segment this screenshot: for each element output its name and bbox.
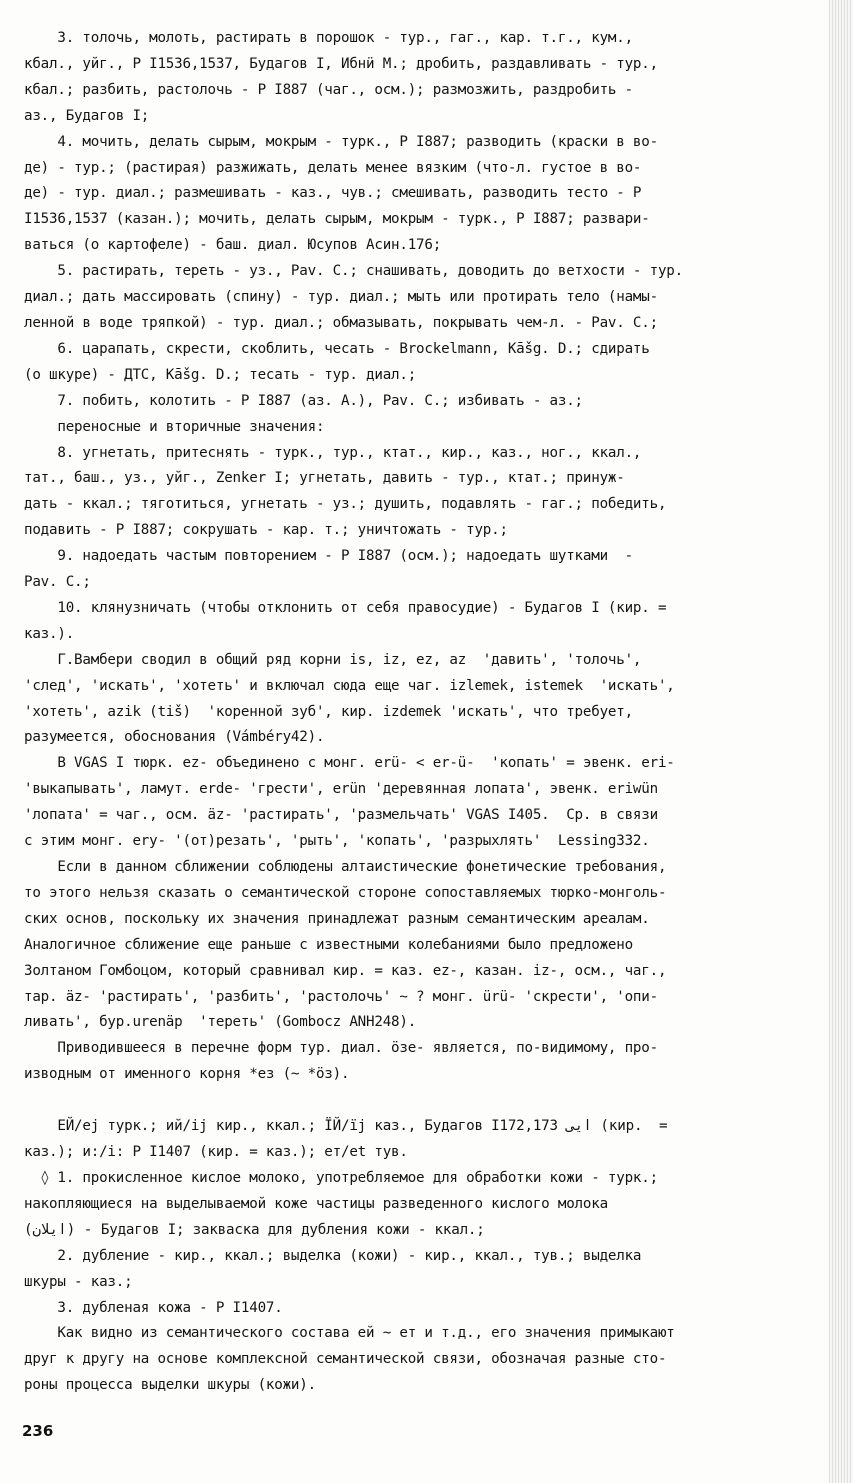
text-line: роны процесса выделки шкуры (кожи). <box>24 1377 316 1394</box>
text-line: переносные и вторичные значения: <box>24 418 325 435</box>
text-line: (ایلان) - Будагов I; закваска для дубления кожи - ккал.; <box>24 1221 485 1238</box>
text-line: ливать', бур.urenäp 'тереть' (Gombocz ANH248). <box>24 1014 417 1031</box>
text-line: Если в данном сближении соблюдены алтаистические фонетические требования, <box>24 859 667 875</box>
text-line: шкуры - каз.; <box>24 1273 133 1290</box>
text-line: друг к другу на основе комплексной семантической связи, обозначая разные сто- <box>24 1351 667 1368</box>
text-line: Pav. C.; <box>24 574 91 591</box>
text-line: В VGAS I тюрк. ez- объединено с монг. erü- < er-ü- 'копать' = эвенк. eri- <box>24 755 675 772</box>
text-line: ленной в воде тряпкой) - тур. диал.; обмазывать, покрывать чем-л. - Pav. C.; <box>24 314 658 331</box>
text-line: 3. толочь, молоть, растирать в порошок - тур., гаг., кар. т.г., кум., <box>24 30 633 46</box>
text-line: 6. царапать, скрести, скоблить, чесать - Brockelmann, Kāšg. D.; сдирать <box>24 340 650 357</box>
dictionary-entry-ez <box>24 26 832 1088</box>
text-line: тат., баш., уз., уйг., Zenker I; угнетать, давить - тур., ктат.; принуж- <box>24 470 625 487</box>
text-line: изводным от именного корня *ез (~ *öз). <box>24 1066 350 1083</box>
text-line: 'лопата' = чаг., осм. äz- 'растирать', 'размельчать' VGAS I405. Ср. в связи <box>24 807 658 824</box>
text-line: тар. äz- 'растирать', 'разбить', 'растолочь' ~ ? монг. ürü- 'скрести', 'опи- <box>24 988 658 1005</box>
text-line: 5. растирать, тереть - уз., Pav. C.; снашивать, доводить до ветхости - тур. <box>24 263 683 280</box>
text-line: кбал., уйг., Р I1536,1537, Будагов I, Ибнӥ М.; дробить, раздавливать - тур., <box>24 55 658 72</box>
document-body <box>24 26 832 1399</box>
text-line: каз.). <box>24 625 75 642</box>
text-line: 3. дубленая кожа - Р I1407. <box>24 1299 283 1316</box>
dictionary-entry-ei <box>24 1114 832 1399</box>
text-line: каз.); и:/і: Р I1407 (кир. = каз.); ет/et тув. <box>24 1144 408 1161</box>
text-line: подавить - Р I887; сокрушать - кар. т.; уничтожать - тур.; <box>24 522 508 539</box>
text-line: то этого нельзя сказать о семантической стороне сопоставляемых тюрко-монголь- <box>24 884 667 901</box>
text-line: Золтаном Гомбоцом, который сравнивал кир. = каз. ez-, казан. iz-, осм., чаг., <box>24 962 667 979</box>
text-line: Приводившееся в перечне форм тур. диал. öзе- является, по-видимому, про- <box>24 1040 658 1057</box>
entry-separator <box>24 1088 832 1114</box>
text-line: 7. побить, колотить - Р I887 (аз. А.), Pav. C.; избивать - аз.; <box>24 392 583 409</box>
text-line: 'след', 'искать', 'хотеть' и включал сюда еще чаг. izlemek, istemek 'искать', <box>24 677 675 694</box>
text-line: де) - тур. диал.; размешивать - каз., чув.; смешивать, разводить тесто - Р <box>24 185 642 202</box>
text-line: Г.Вамбери сводил в общий ряд корни is, iz, ez, az 'давить', 'толочь', <box>24 651 642 668</box>
text-line: ◊ 1. прокисленное кислое молоко, употребляемое для обработки кожи - турк.; <box>24 1169 658 1186</box>
text-line: 8. угнетать, притеснять - турк., тур., ктат., кир., каз., ног., ккал., <box>24 444 642 461</box>
text-line: диал.; дать массировать (спину) - тур. диал.; мыть или протирать тело (намы- <box>24 289 658 306</box>
text-line: I1536,1537 (казан.); мочить, делать сырым, мокрым - турк., Р I887; развари- <box>24 211 650 228</box>
text-line: 'выкапывать', ламут. erde- 'грести', erün 'деревянная лопата', эвенк. eriwün <box>24 781 658 798</box>
text-line: Как видно из семантического состава ей ~ ет и т.д., его значения примыкают <box>24 1325 675 1342</box>
text-line: 9. надоедать частым повторением - Р I887 (осм.); надоедать шутками - <box>24 548 633 565</box>
scan-edge-shadow <box>829 0 853 1483</box>
text-line: 2. дубление - кир., ккал.; выделка (кожи) - кир., ккал., тув.; выделка <box>24 1247 642 1264</box>
text-line: дать - ккал.; тяготиться, угнетать - уз.; душить, подавлять - гаг.; победить, <box>24 496 667 513</box>
text-line: ЕЙ/еј турк.; ий/ij кир., ккал.; ЇЙ/їј каз., Будагов I172,173 ایی (кир. = <box>24 1118 668 1135</box>
text-line: накопляющиеся на выделываемой коже частицы разведенного кислого молока <box>24 1195 608 1212</box>
text-line: 'хотеть', azik (tiš) 'коренной зуб', кир. izdemek 'искать', что требует, <box>24 703 633 720</box>
text-line: разумеется, обоснования (Vámbéry42). <box>24 729 325 746</box>
text-line: 10. клянузничать (чтобы отклонить от себя правосудие) - Будагов I (кир. = <box>24 599 667 616</box>
text-line: (о шкуре) - ДТС, Kāšg. D.; тесать - тур. диал.; <box>24 366 417 383</box>
text-line: кбал.; разбить, растолочь - Р I887 (чаг., осм.); размозжить, раздробить - <box>24 81 633 98</box>
text-line: с этим монг. ery- '(от)резать', 'рыть', 'копать', 'разрыхлять' Lessing332. <box>24 833 650 850</box>
text-line: Аналогичное сближение еще раньше с известными колебаниями было предложено <box>24 936 633 953</box>
text-line: аз., Будагов I; <box>24 107 150 124</box>
text-line: де) - тур.; (растирая) разжижать, делать менее вязким (что-л. густое в во- <box>24 159 642 176</box>
text-line: 4. мочить, делать сырым, мокрым - турк., Р I887; разводить (краски в во- <box>24 133 658 150</box>
page-number: 236 <box>22 1422 54 1440</box>
text-line: ваться (о картофеле) - баш. диал. Юсупов Асин.176; <box>24 237 442 254</box>
text-line: ских основ, поскольку их значения принадлежат разным семантическим ареалам. <box>24 910 650 927</box>
